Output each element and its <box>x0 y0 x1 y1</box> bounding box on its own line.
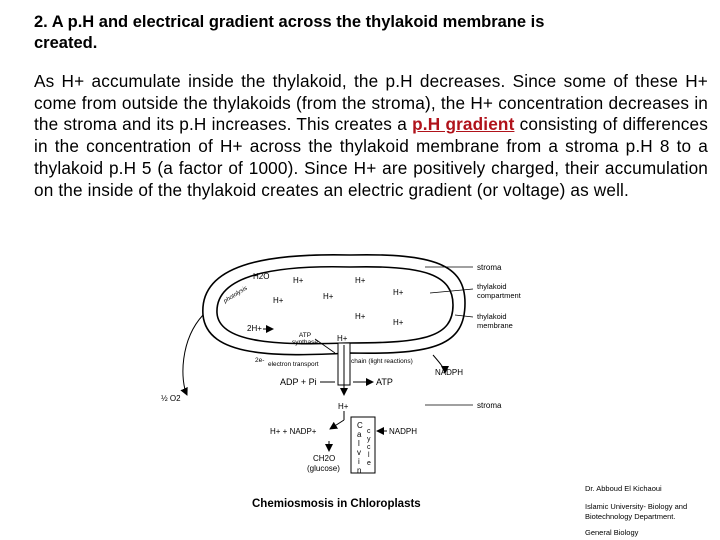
h-plus-6: H+ <box>355 312 366 321</box>
h-plus-3: H+ <box>273 296 284 305</box>
calvin-c: C <box>357 421 363 430</box>
credit-course: General Biology <box>585 528 639 537</box>
membrane-line-1: thylakoid <box>477 312 507 321</box>
h-plus-2: H+ <box>355 276 366 285</box>
slide-heading <box>34 12 674 54</box>
calvin-v: v <box>357 448 361 457</box>
two-h-plus-label: 2H+ <box>247 324 262 333</box>
atp-label: ATP <box>376 377 393 387</box>
cycle-y: y <box>367 436 371 443</box>
chemiosmosis-diagram <box>155 245 555 525</box>
credit-author: Dr. Abboud El Kichaoui <box>585 484 662 493</box>
membrane-line-2: membrane <box>477 321 513 330</box>
h-plus-7: H+ <box>393 318 404 327</box>
h-plus-1: H+ <box>293 276 304 285</box>
paragraph-part-1: As H+ accumulate inside the thylakoid, the p.H decreases. Since some of these H+ come from outside the thylakoids (from the stroma), the H+ concentration decreases in the stroma and its p.H increases. This creates a <box>34 71 708 135</box>
h-plus-5: H+ <box>393 288 404 297</box>
calvin-i: i <box>358 457 360 466</box>
glucose-label: (glucose) <box>307 464 340 473</box>
thylakoid-outer-membrane <box>203 255 465 355</box>
thylakoid-compartment-label <box>477 282 522 300</box>
h-plus-channel: H+ <box>337 334 348 343</box>
electron-transport-label: electron transport <box>268 361 319 368</box>
synthase-pointer <box>315 339 335 353</box>
body-paragraph <box>34 71 708 201</box>
h2o-label: H2O <box>253 272 270 281</box>
nadph-right-label: NADPH <box>435 368 464 377</box>
diagram-svg <box>155 245 555 525</box>
stroma-top-label: stroma <box>477 263 502 272</box>
cycle-c: c <box>367 428 371 435</box>
half-o2-label: ½ O2 <box>161 394 181 403</box>
heading-line-1: 2. A p.H and electrical gradient across the thylakoid membrane is <box>34 13 545 31</box>
compartment-line-2: compartment <box>477 291 521 300</box>
chain-light-reactions-label: chain (light reactions) <box>351 358 413 365</box>
ch2o-label: CH2O <box>313 454 336 463</box>
stroma-bottom-label: stroma <box>477 401 502 410</box>
cycle-label <box>367 428 371 467</box>
calvin-a: a <box>357 430 362 439</box>
ph-gradient-keyword: p.H gradient <box>412 114 515 135</box>
h-nadp-label: H+ + NADP+ <box>270 427 317 436</box>
figure-caption: Chemiosmosis in Chloroplasts <box>252 498 421 510</box>
calvin-l: l <box>358 439 360 448</box>
atp-synthase-label <box>292 332 318 346</box>
thylakoid-membrane-label <box>477 312 513 330</box>
h-to-nadp-arrow <box>330 420 344 429</box>
atp-synthase-line-1: ATP <box>298 332 312 339</box>
calvin-cycle-box <box>351 417 375 473</box>
photolysis-label: photolysis <box>222 285 249 305</box>
cycle-l: l <box>368 452 370 459</box>
atp-synthase-line-2: synthase <box>291 339 319 346</box>
calvin-n: n <box>357 466 362 475</box>
o2-arrow <box>183 315 203 395</box>
compartment-line-1: thylakoid <box>477 282 507 291</box>
two-e-label: 2e- <box>255 357 265 364</box>
paragraph-part-2: consisting of differences in the concentration of H+ across the thylakoid membrane from a stroma p.H 8 to a thylakoid p.H 5 (a factor of 1000). Since H+ are positively charged, their accumulation on the inside of the thylakoid creates an electric gradient (or voltage) as well. <box>34 114 708 200</box>
cycle-c2: c <box>367 444 371 451</box>
h-plus-4: H+ <box>323 292 334 301</box>
heading-line-2: created. <box>34 34 98 52</box>
adp-pi-label: ADP + Pi <box>280 377 317 387</box>
nadph-bottom-label: NADPH <box>389 427 418 436</box>
h-plus-bottom: H+ <box>338 402 349 411</box>
cycle-e: e <box>367 460 371 467</box>
credit-affiliation: Islamic University- Biology and Biotechnology Department. <box>585 502 688 521</box>
